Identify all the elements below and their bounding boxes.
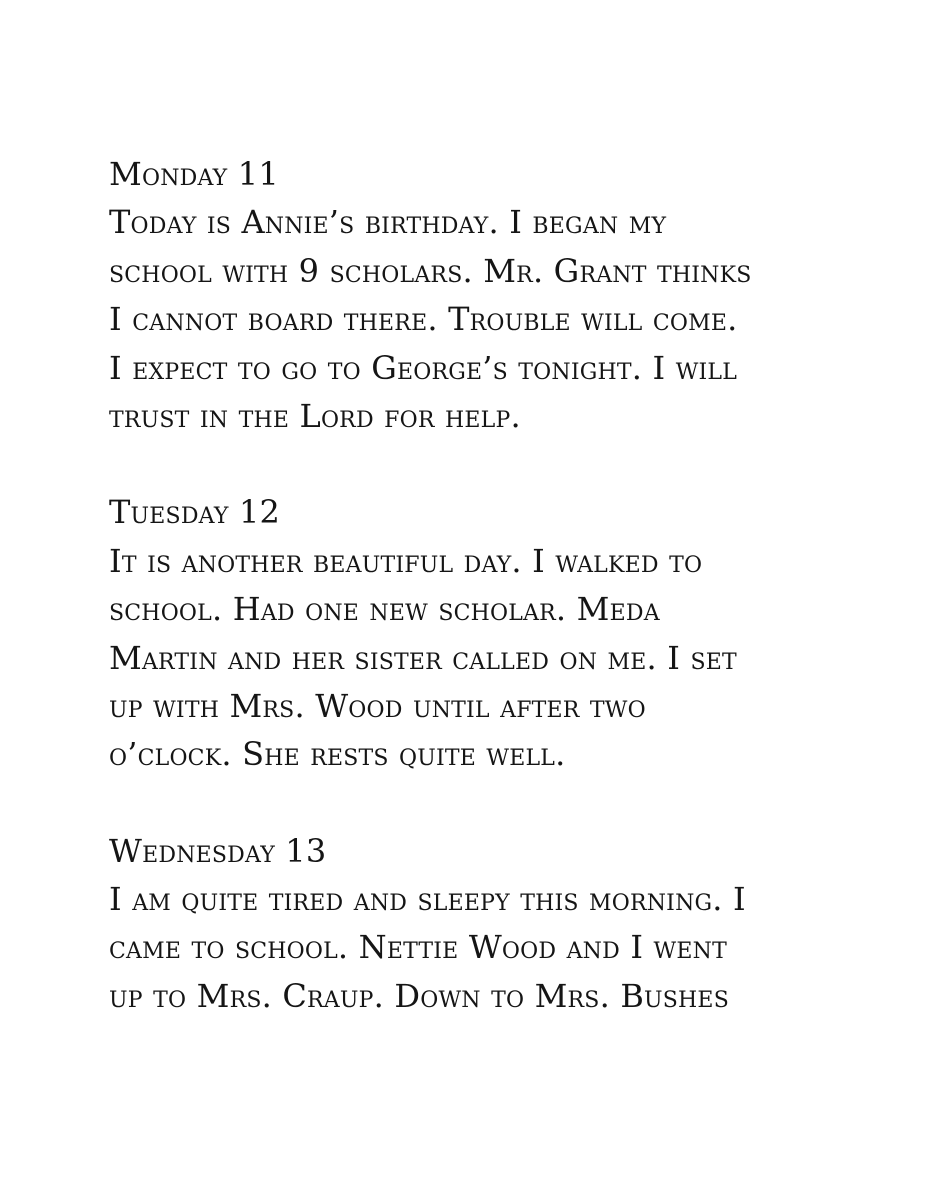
diary-entry-monday — [109, 150, 829, 440]
entry-text-line: o’clock. She rests quite well. — [109, 735, 566, 774]
entry-text-line: trust in the Lord for help. — [109, 396, 521, 435]
diary-entry-wednesday — [109, 827, 829, 1021]
entry-heading: Tuesday 12 — [109, 493, 281, 532]
entry-heading: Monday 11 — [109, 155, 279, 193]
entry-text-line: It is another beautiful day. I walked to — [109, 541, 703, 580]
entry-heading: Wednesday 13 — [109, 831, 327, 870]
entry-text-line: Martin and her sister called on me. I set — [109, 638, 737, 677]
entry-text-line: up with Mrs. Wood until after two — [109, 686, 646, 725]
entry-text-line: I cannot board there. Trouble will come. — [109, 300, 738, 339]
diary-entry-tuesday — [109, 488, 829, 778]
entry-text-line: school. Had one new scholar. Meda — [109, 590, 660, 629]
entry-text-line: school with 9 scholars. Mr. Grant thinks — [109, 251, 752, 290]
entry-text-line: up to Mrs. Craup. Down to Mrs. Bushes — [109, 976, 729, 1015]
diary-page — [109, 150, 829, 1068]
entry-text-line: Today is Annie’s birthday. I began my — [109, 203, 667, 242]
entry-text-line: I am quite tired and sleepy this morning. I — [109, 880, 746, 919]
entry-text-line: came to school. Nettie Wood and I went — [109, 928, 727, 967]
entry-text-line: I expect to go to George’s tonight. I will — [109, 348, 738, 387]
